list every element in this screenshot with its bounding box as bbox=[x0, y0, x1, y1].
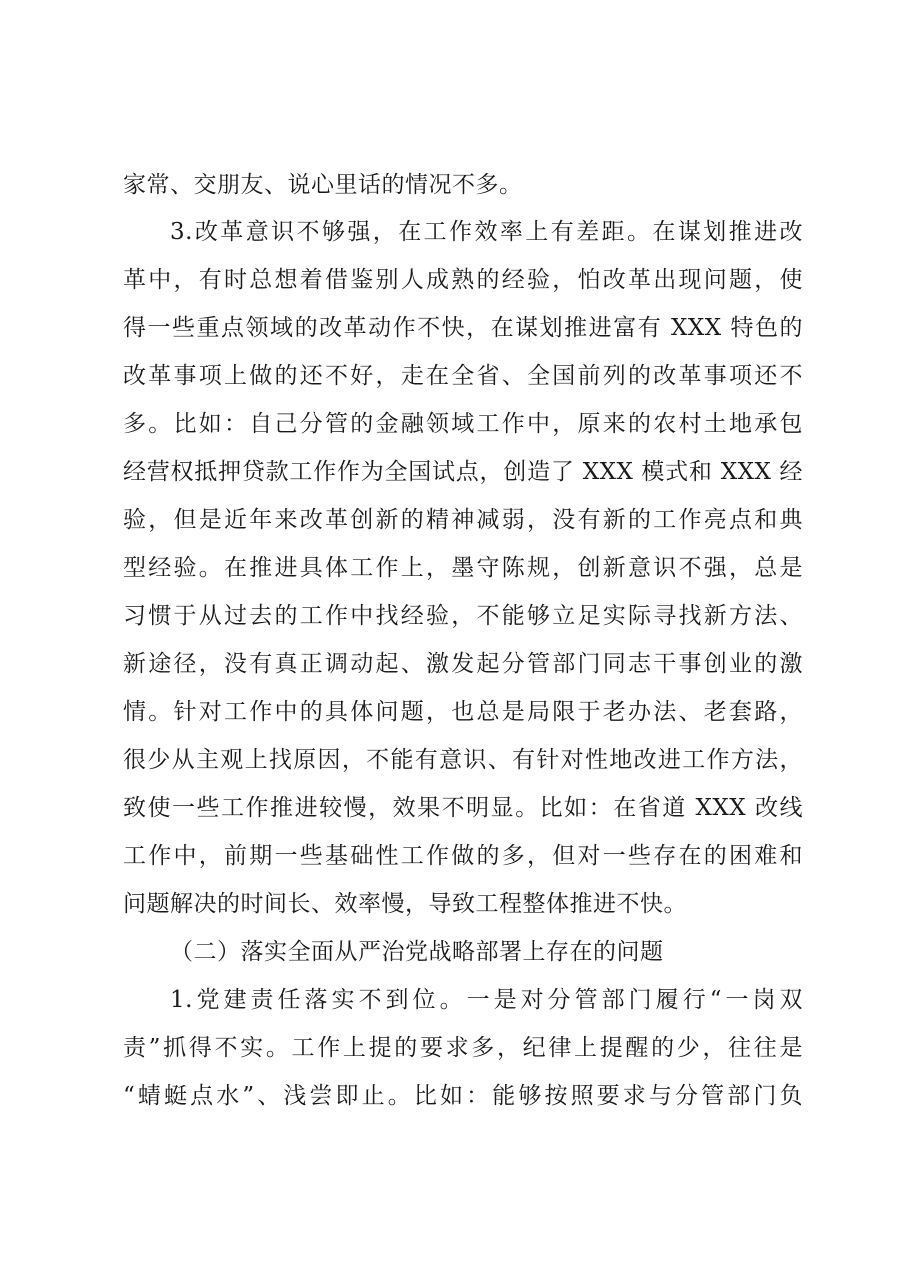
text-line: 新途径，没有真正调动起、激发起分管部门同志干事创业的激 bbox=[123, 651, 803, 677]
text-line: 多。比如：自己分管的金融领域工作中，原来的农村土地承包 bbox=[123, 411, 803, 437]
text-line: 型经验。在推进具体工作上，墨守陈规，创新意识不强，总是 bbox=[123, 555, 803, 581]
text-line: “蜻蜓点水”、浅尝即止。比如：能够按照要求与分管部门负 bbox=[123, 1083, 803, 1109]
text-line: 问题解决的时间长、效率慢，导致工程整体推进不快。 bbox=[123, 891, 687, 917]
text-line: 家常、交朋友、说心里话的情况不多。 bbox=[123, 172, 523, 198]
text-line: 习惯于从过去的工作中找经验，不能够立足实际寻找新方法、 bbox=[123, 603, 803, 629]
text-line: 1.党建责任落实不到位。一是对分管部门履行“一岗双 bbox=[170, 987, 803, 1013]
text-line: 致使一些工作推进较慢，效果不明显。比如：在省道 XXX 改线 bbox=[123, 795, 803, 821]
text-line: 革中，有时总想着借鉴别人成熟的经验，怕改革出现问题，使 bbox=[123, 267, 803, 293]
text-line: 验，但是近年来改革创新的精神减弱，没有新的工作亮点和典 bbox=[123, 507, 803, 533]
text-line: 工作中，前期一些基础性工作做的多，但对一些存在的困难和 bbox=[123, 843, 803, 869]
text-line: 经营权抵押贷款工作作为全国试点，创造了 XXX 模式和 XXX 经 bbox=[123, 459, 803, 485]
text-line: 3.改革意识不够强，在工作效率上有差距。在谋划推进改 bbox=[170, 219, 803, 245]
text-line: 很少从主观上找原因，不能有意识、有针对性地改进工作方法， bbox=[123, 747, 803, 773]
text-line: 责”抓得不实。工作上提的要求多，纪律上提醒的少，往往是 bbox=[123, 1035, 803, 1061]
section-heading: （二）落实全面从严治党战略部署上存在的问题 bbox=[170, 939, 664, 965]
text-line: 得一些重点领域的改革动作不快，在谋划推进富有 XXX 特色的 bbox=[123, 315, 803, 341]
text-line: 改革事项上做的还不好，走在全省、全国前列的改革事项还不 bbox=[123, 363, 803, 389]
text-line: 情。针对工作中的具体问题，也总是局限于老办法、老套路， bbox=[123, 699, 803, 725]
